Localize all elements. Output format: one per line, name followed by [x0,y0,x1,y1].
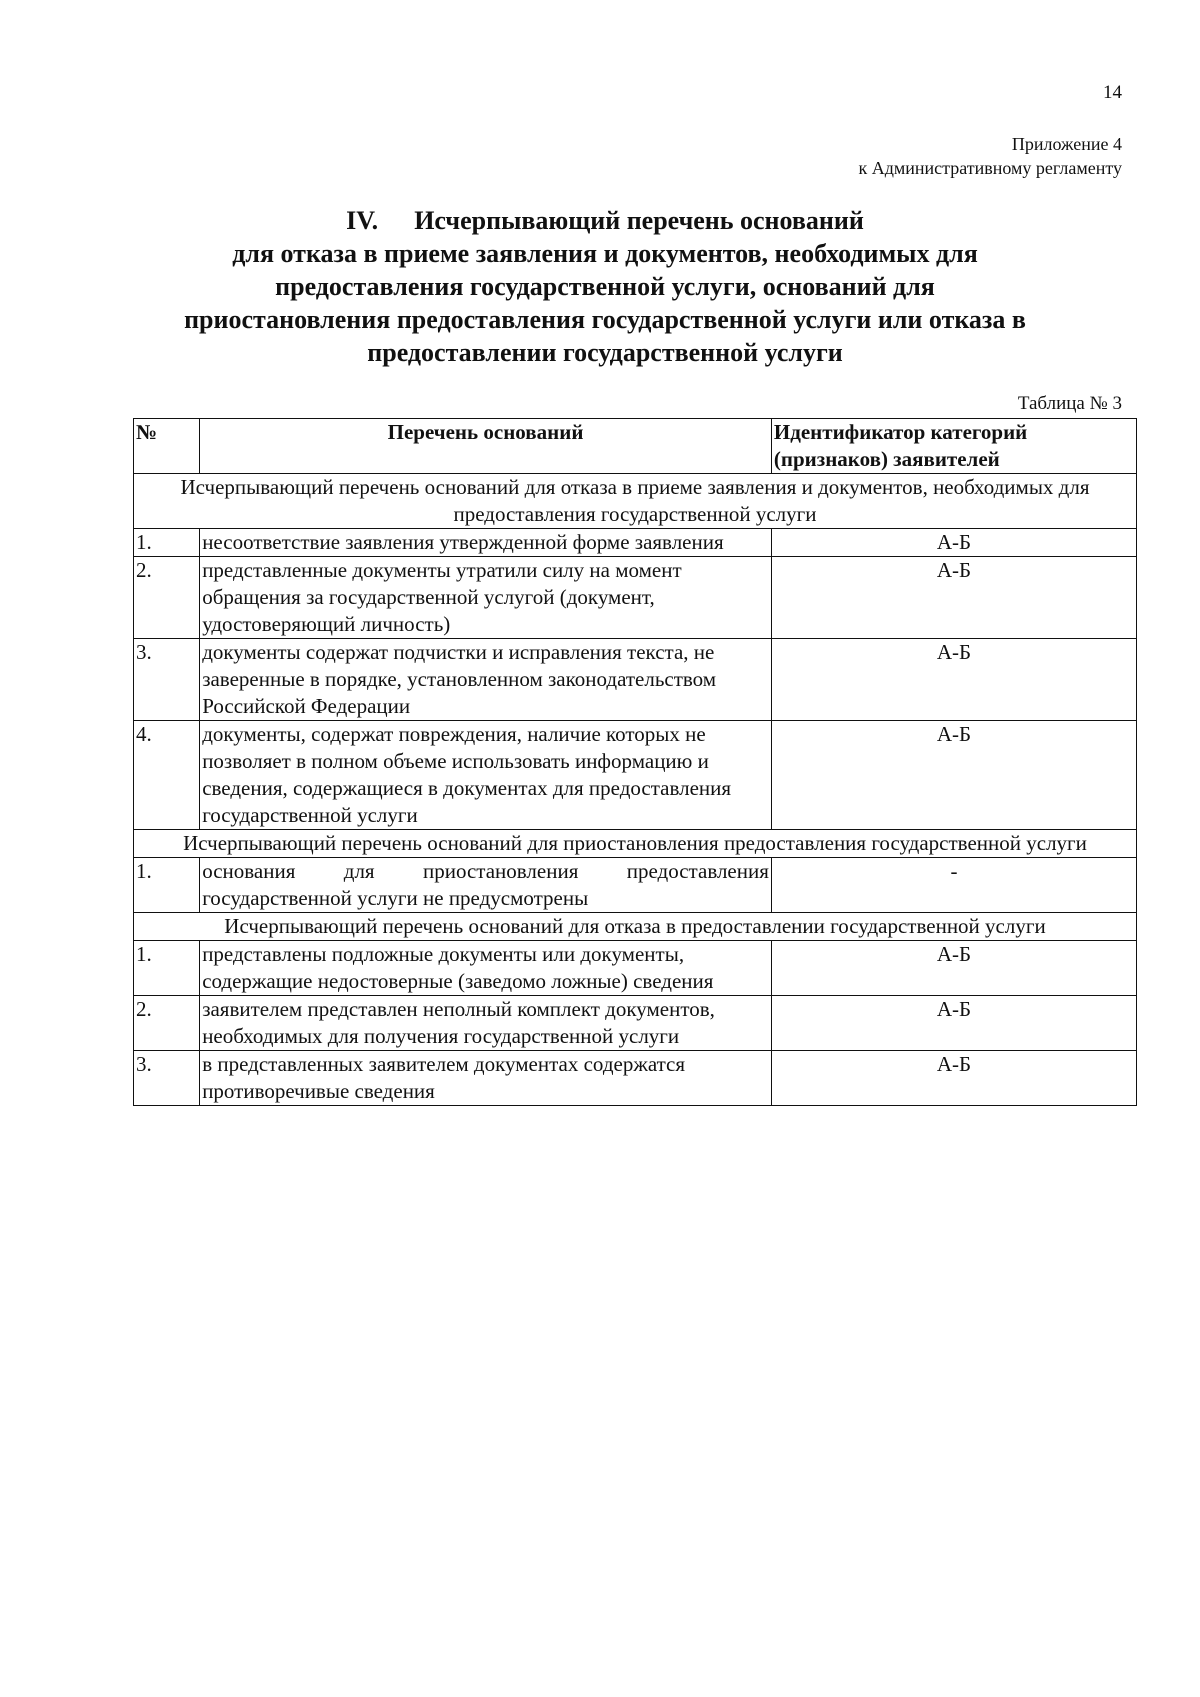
heading-line-5: предоставлении государственной услуги [367,338,843,367]
row-identifier: А-Б [771,941,1136,996]
section-title-suspension: Исчерпывающий перечень оснований для приостановления предоставления государственной услуги [134,830,1137,858]
header-number: № [134,419,200,474]
row-identifier: А-Б [771,529,1136,557]
table-row [134,639,1137,721]
heading-line-1 [150,204,1060,237]
row-number: 4. [134,721,200,830]
section-title-refusal-acceptance: Исчерпывающий перечень оснований для отказа в приеме заявления и документов, необходимых для предоставления государственной услуги [134,474,1137,529]
heading-line-2: для отказа в приеме заявления и документов, необходимых для [232,239,978,268]
row-reason: несоответствие заявления утвержденной форме заявления [200,529,772,557]
row-reason: в представленных заявителем документах содержатся противоречивые сведения [200,1051,772,1106]
table-row [134,1051,1137,1106]
table-row [134,941,1137,996]
section-heading [150,204,1060,369]
appendix-line-2: к Административному регламенту [858,158,1122,178]
table-row [134,996,1137,1051]
row-number: 2. [134,996,200,1051]
row-identifier: А-Б [771,639,1136,721]
row-number: 3. [134,1051,200,1106]
table-row [134,529,1137,557]
page-number: 14 [1103,82,1122,103]
header-identifier: Идентификатор категорий (признаков) заявителей [771,419,1136,474]
row-reason: основания для приостановления предоставления государственной услуги не предусмотрены [200,858,772,913]
heading-roman-numeral: IV. [346,206,379,235]
appendix-reference [858,132,1122,180]
section-row [134,830,1137,858]
table-row [134,557,1137,639]
row-number: 1. [134,941,200,996]
row-number: 1. [134,858,200,913]
row-identifier: - [771,858,1136,913]
section-title-refusal-service: Исчерпывающий перечень оснований для отказа в предоставлении государственной услуги [134,913,1137,941]
section-row [134,913,1137,941]
heading-line-3: предоставления государственной услуги, оснований для [275,272,935,301]
row-reason: представленные документы утратили силу на момент обращения за государственной услугой (документ, удостоверяющий личность) [200,557,772,639]
row-number: 1. [134,529,200,557]
row-identifier: А-Б [771,557,1136,639]
appendix-line-1: Приложение 4 [1011,134,1122,154]
header-reasons: Перечень оснований [200,419,772,474]
row-identifier: А-Б [771,996,1136,1051]
row-identifier: А-Б [771,1051,1136,1106]
heading-line-4: приостановления предоставления государственной услуги или отказа в [184,305,1026,334]
row-number: 3. [134,639,200,721]
row-identifier: А-Б [771,721,1136,830]
heading-title: Исчерпывающий перечень оснований [414,206,864,235]
table-row [134,721,1137,830]
row-reason: документы содержат подчистки и исправления текста, не заверенные в порядке, установленном законодательством Российской Федерации [200,639,772,721]
row-reason: документы, содержат повреждения, наличие которых не позволяет в полном объеме использовать информацию и сведения, содержащиеся в документах для предоставления государственной услуги [200,721,772,830]
reasons-table [133,418,1137,1106]
table-caption: Таблица № 3 [1017,393,1122,414]
table-header-row [134,419,1137,474]
row-reason: заявителем представлен неполный комплект документов, необходимых для получения государственной услуги [200,996,772,1051]
row-reason: представлены подложные документы или документы, содержащие недостоверные (заведомо ложные) сведения [200,941,772,996]
section-row [134,474,1137,529]
table-row [134,858,1137,913]
row-number: 2. [134,557,200,639]
